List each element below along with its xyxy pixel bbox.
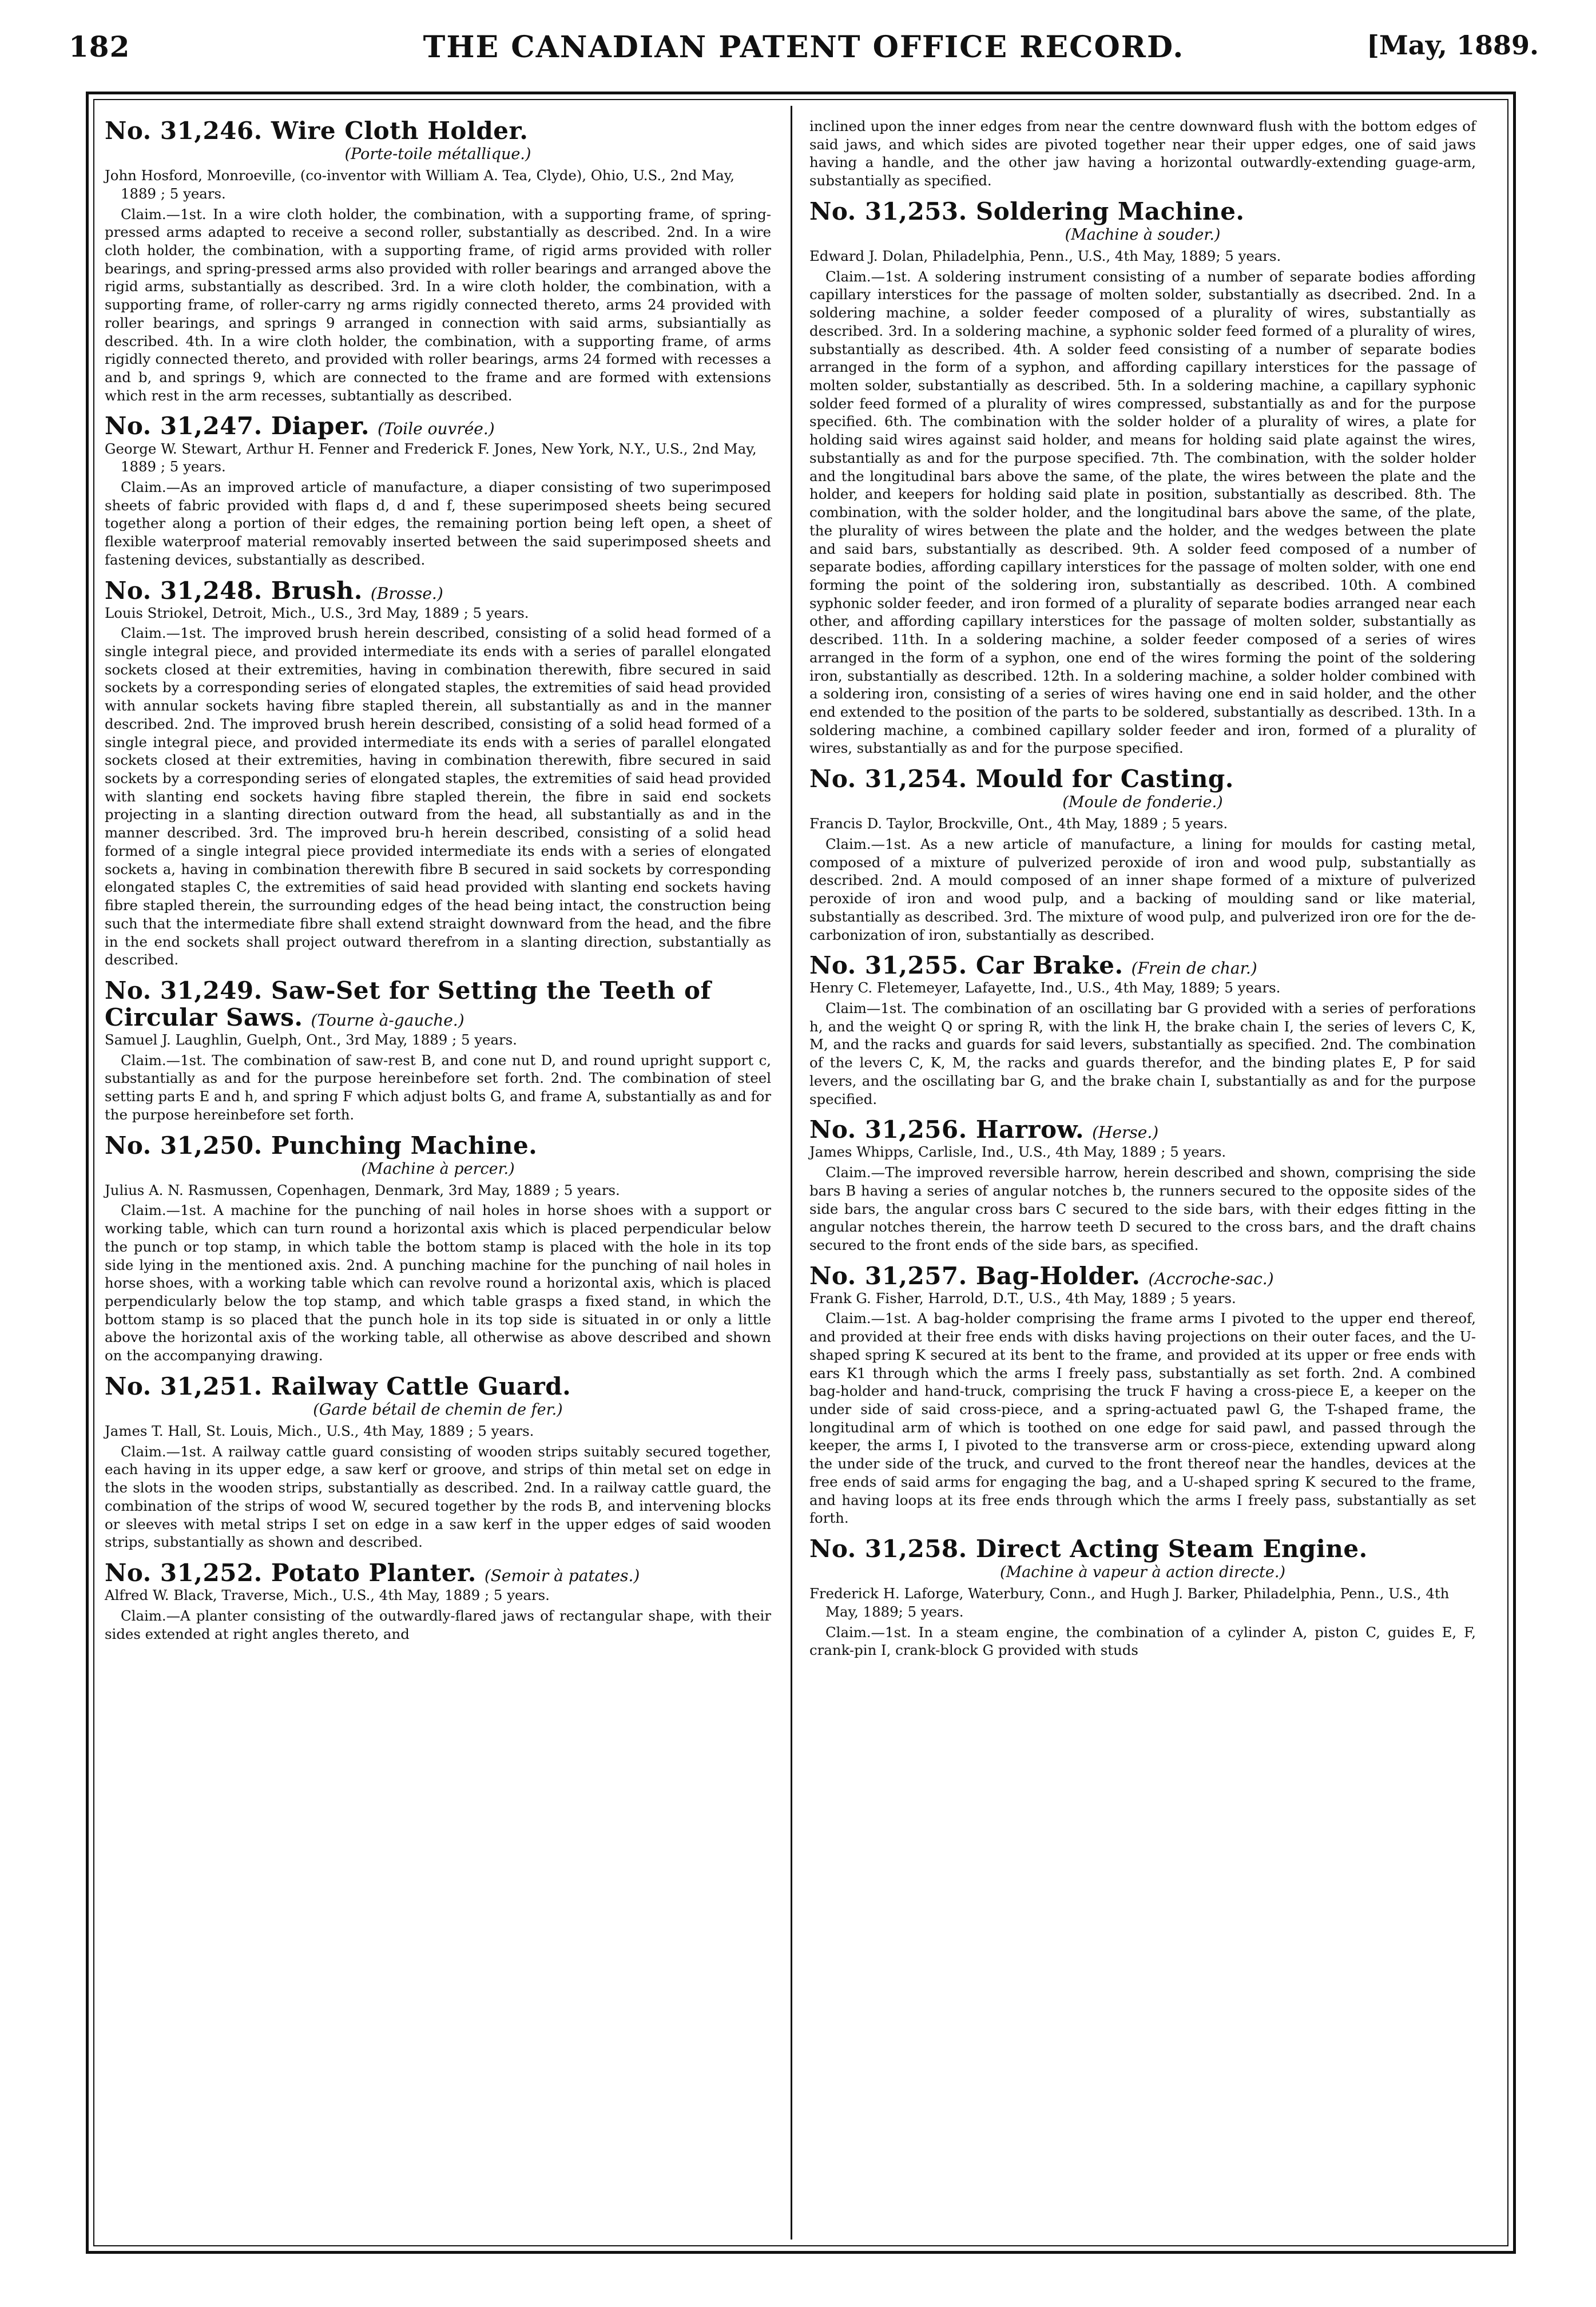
patent-french-title: (Machine à souder.) <box>1065 225 1221 244</box>
patent-entry <box>809 1262 1476 1527</box>
page-frame <box>86 92 1516 2254</box>
patent-inventors: James Whipps, Carlisle, Ind., U.S., 4th May, 1889 ; 5 years. <box>809 1143 1226 1161</box>
issue-date: [May, 1889. <box>1367 30 1539 61</box>
patent-heading: No. 31,250. Punching Machine. <box>105 1131 538 1160</box>
patent-french-title: (Herse.) <box>1092 1123 1159 1142</box>
patent-entry <box>105 577 771 969</box>
patent-claim: Claim.—The improved reversible harrow, herein described and shown, comprising the side bars B having a series of angular notches b, the runners secured to the opposite sides of the side bars, the angular cross bars C secured to the side bars, with their edges fitting in the angular notches therein, the harrow teeth D secured to the cross bars, and the draft chains secured to the front ends of the side bars, as specified. <box>809 1164 1476 1253</box>
patent-french-title: (Semoir à patates.) <box>484 1566 640 1586</box>
patent-entry <box>105 1373 771 1551</box>
patent-french-title: (Tourne à-gauche.) <box>311 1010 464 1030</box>
patent-entry <box>105 412 771 569</box>
patent-heading: No. 31,256. Harrow. <box>809 1115 1085 1144</box>
patent-inventors: Alfred W. Black, Traverse, Mich., U.S., 4th May, 1889 ; 5 years. <box>105 1587 550 1604</box>
patent-heading: No. 31,251. Railway Cattle Guard. <box>105 1372 571 1400</box>
patent-claim: Claim.—1st. The combination of saw-rest B, and cone nut D, and round upright support c, substantially as and for the purpose hereinbefore set forth. 2nd. The combination of steel setting parts E and h, and spring F which adjust bolts G, and frame A, substantially as and for the purpose hereinbefore set forth. <box>105 1051 771 1123</box>
patent-french-title: (Garde bétail de chemin de fer.) <box>313 1400 563 1419</box>
column-divider <box>791 106 792 2240</box>
patent-claim: Claim.—1st. A railway cattle guard consisting of wooden strips suitably secured together, each having in its upper edge, a saw kerf or groove, and strips of thin metal set on edge in the slots in the wooden strips, substantially as described. 2nd. In a railway cattle guard, the combination of the strips of wood W, secured together by the rods B, and intervening blocks or sleeves with metal strips I set on edge in a saw kerf in the upper edges of said wooden strips, substantially as shown and described. <box>105 1443 771 1551</box>
patent-entry <box>105 117 771 404</box>
patent-heading: No. 31,254. Mould for Casting. <box>809 765 1234 793</box>
patent-heading-line <box>809 952 1476 979</box>
patent-heading: No. 31,253. Soldering Machine. <box>809 197 1245 225</box>
patent-french-title: (Toile ouvrée.) <box>377 419 495 439</box>
patent-claim: Claim.—As an improved article of manufacture, a diaper consisting of two superimposed sheets of fabric provided with flaps d, d and f, these superimposed sheets being secured together along a portion of their edges, the remaining portion being left open, a sheet of flexible waterproof material removably inserted between the said superimposed sheets and fastening devices, substantially as described. <box>105 478 771 568</box>
patent-claim: Claim.—1st. A bag-holder comprising the frame arms I pivoted to the upper end thereof, and provided at their free ends with disks having projections on their outer faces, and the U-shaped spring K secured at its bent to the frame, and provided at its upper or free ends with ears K1 through which the arms I freely pass, substantially as set forth. 2nd. A combined bag-holder and hand-truck, comprising the truck F having a cross-piece E, a keeper on the under side of said cross-piece, and a spring-actuated pawl G, the T-shaped frame, the longitudinal arm of which is toothed on one edge for said pawl, and passed through the keeper, the arms I, I pivoted to the transverse arm or cross-piece, extending upward along the under side of the truck, and curved to the front thereof near the handles, devices at the free ends of said arms for engaging the bag, and a U-shaped spring K secured to the frame, and having loops at its free ends through which the arms I freely pass, substantially as set forth. <box>809 1310 1476 1527</box>
patent-entry <box>809 765 1476 944</box>
patent-heading-line <box>105 1559 771 1586</box>
patent-claim: Claim.—A planter consisting of the outwardly-flared jaws of rectangular shape, with their sides extended at right angles thereto, and <box>105 1607 771 1642</box>
patent-heading-line <box>105 977 771 1031</box>
patent-inventors: Samuel J. Laughlin, Guelph, Ont., 3rd May, 1889 ; 5 years. <box>105 1031 517 1048</box>
patent-french-title: (Accroche-sac.) <box>1148 1269 1274 1288</box>
patent-heading: No. 31,249. Saw-Set for Setting the Teeth of Circular Saws. <box>105 976 712 1031</box>
patent-inventors: Francis D. Taylor, Brockville, Ont., 4th May, 1889 ; 5 years. <box>809 815 1228 832</box>
patent-claim: Claim.—1st. A machine for the punching of nail holes in horse shoes with a support or working table, which can turn round a horizontal axis which is placed perpendicular below the punch or top stamp, in which table the bottom stamp is placed with the hole in its top side lying in the mentioned axis. 2nd. A punching machine for the punching of nail holes in horse shoes, with a working table which can revolve round a horizontal axis, which is placed perpendicularly below the top stamp, and which table grasps a fixed stand, in which the bottom stamp is so placed that the punch hole in its top side is situated in or only a little above the horizontal axis of the working table, all otherwise as above described and shown on the accompanying drawing. <box>105 1202 771 1364</box>
patent-heading: No. 31,248. Brush. <box>105 576 363 605</box>
left-column <box>105 117 771 1651</box>
patent-inventors: Julius A. N. Rasmussen, Copenhagen, Denmark, 3rd May, 1889 ; 5 years. <box>105 1181 620 1198</box>
patent-heading-line <box>809 1262 1476 1289</box>
patent-inventors: George W. Stewart, Arthur H. Fenner and Frederick F. Jones, New York, N.Y., U.S., 2nd May, 1889 ; 5 years. <box>105 440 757 475</box>
patent-claim: Claim.—1st. A soldering instrument consisting of a number of separate bodies affording capillary interstices for the passage of molten solder, substantially as dsecribed. 2nd. In a soldering machine, a solder feeder composed of a plurality of wires, substantially as described. 3rd. In a soldering machine, a syphonic solder feed formed of a plurality of wires, substantially as described. 4th. A solder feed consisting of a number of separate bodies arranged in the form of a syphon, and affording capillary interstices for the passage of molten solder, substantially as described. 5th. In a soldering machine, a capillary syphonic solder feed formed of a plurality of wires compressed, substantially as and for the purpose specified. 6th. The combination with the solder holder of a plurality of wires, a plate for holding said wires against said holder, and means for holding said plate against the wires, substantially as and for the purpose specified. 7th. The combination, with the solder holder and the longitudinal bars above the same, of the plate, the wires between the plate and the holder, and keepers for holding said plate in position, substantially as described. 8th. The combination, with the solder holder, and the longitudinal bars above the same, of the plate, the plurality of wires between the plate and the holder, and the wedges between the plate and said bars, substantially as described. 9th. A solder feed composed of a number of separate bodies, affording capillary interstices for the passage of molten solder, with one end forming the point of the soldering iron, substantially as described. 10th. A combined syphonic solder feeder, and iron formed of a plurality of separate bodies arranged near each other, and affording capillary interstices for the passage of molten solder, substantially as described. 11th. In a soldering machine, a solder feeder composed of a series of wires arranged in the form of a syphon, one end of the wires forming the point of the soldering iron, substantially as described. 12th. In a soldering machine, a solder holder combined with a soldering iron, consisting of a series of wires having one end in said holder, and the other end extended to the position of the parts to be soldered, substantially as described. 13th. In a soldering machine, a combined capillary solder feeder and iron, formed of a plurality of wires, substantially as and for the purpose specified. <box>809 268 1476 757</box>
patent-claim: Claim.—1st. The improved brush herein described, consisting of a solid head formed of a single integral piece, and provided intermediate its ends with a series of parallel elongated sockets closed at their extremities, having in combination therewith, fibre secured in said sockets by a corresponding series of elongated staples, the extremities of said head provided with annular sockets having fibre stapled therein, all substantially as and in the manner described. 2nd. The improved brush herein described, consisting of a solid head formed of a single integral piece, and provided intermediate its ends with a series of parallel elongated sockets closed at their extremities, having in combination therewith, fibre secured in said sockets by a corresponding series of elongated staples, the extremities of said head provided with slanting end sockets having fibre stapled therein, the fibre in said end sockets projecting in a slanting direction outward from the head, all substantially as and in the manner described. 3rd. The improved bru-h herein described, consisting of a solid head formed of a single integral piece provided intermediate its ends with a series of elongated sockets a, having in combination therewith fibre B secured in said sockets by corresponding elongated staples C, the extremities of said head provided with slanting end sockets having fibre stapled therein, the surrounding edges of the head being intact, the construction being such that the intermediate fibre shall extend straight downward from the head, and the fibre in the end sockets shall project outward therefrom in a slanting direction, substantially as described. <box>105 625 771 968</box>
patent-heading-line <box>105 577 771 604</box>
patent-inventors: James T. Hall, St. Louis, Mich., U.S., 4th May, 1889 ; 5 years. <box>105 1423 534 1440</box>
patent-inventors: Louis Striokel, Detroit, Mich., U.S., 3rd May, 1889 ; 5 years. <box>105 604 529 621</box>
patent-heading: No. 31,257. Bag-Holder. <box>809 1261 1141 1290</box>
patent-entry <box>809 952 1476 1108</box>
patent-entry <box>809 1535 1476 1659</box>
patent-french-title: (Frein de char.) <box>1131 959 1257 978</box>
patent-french-title: (Moule de fonderie.) <box>1062 793 1223 812</box>
patent-heading: No. 31,252. Potato Planter. <box>105 1559 477 1587</box>
patent-heading: No. 31,258. Direct Acting Steam Engine. <box>809 1535 1368 1563</box>
patent-inventors: Frank G. Fisher, Harrold, D.T., U.S., 4th May, 1889 ; 5 years. <box>809 1289 1236 1307</box>
patent-claim: Claim.—1st. In a wire cloth holder, the combination, with a supporting frame, of spring-pressed arms adapted to receive a second roller, substantially as described. 2nd. In a wire cloth holder, the combination, with a supporting frame, of rigid arms provided with roller bearings, and spring-pressed arms also provided with roller bearings and arranged above the rigid arms, substantially as described. 3rd. In a wire cloth holder, the combination, with a supporting frame, of roller-carry ng arms rigidly connected thereto, arms 24 provided with roller bearings, and springs 9 arranged in connection with said arms, subsiantially as described. 4th. In a wire cloth holder, the combination, with a supporting frame, of arms rigidly connected thereto, and provided with roller bearings, arms 24 formed with recesses a and b, and springs 9, which are connected to the frame and are formed with extensions which rest in the arm recesses, subtantially as described. <box>105 205 771 404</box>
patent-french-title: (Machine à percer.) <box>361 1160 515 1178</box>
patent-inventors: Edward J. Dolan, Philadelphia, Penn., U.S., 4th May, 1889; 5 years. <box>809 248 1281 264</box>
journal-title: THE CANADIAN PATENT OFFICE RECORD. <box>423 30 1185 65</box>
patent-inventors: Frederick H. Laforge, Waterbury, Conn., and Hugh J. Barker, Philadelphia, Penn., U.S., 4th May, 1889; 5 years. <box>809 1585 1450 1620</box>
patent-entry <box>809 198 1476 757</box>
patent-inventors: John Hosford, Monroeville, (co-inventor with William A. Tea, Clyde), Ohio, U.S., 2nd May, 1889 ; 5 years. <box>105 167 735 202</box>
patent-french-title: (Brosse.) <box>370 583 443 603</box>
page-number: 182 <box>69 30 130 63</box>
patent-french-title: (Porte-toile métallique.) <box>344 145 531 164</box>
patent-inventors: Henry C. Fletemeyer, Lafayette, Ind., U.S., 4th May, 1889; 5 years. <box>809 979 1281 996</box>
right-column <box>809 117 1476 1667</box>
patent-heading: No. 31,246. Wire Cloth Holder. <box>105 117 529 145</box>
patent-heading-line <box>105 412 771 439</box>
page-header <box>69 30 1539 70</box>
patent-heading-line <box>809 1116 1476 1143</box>
patent-claim: Claim.—1st. As a new article of manufacture, a lining for moulds for casting metal, composed of a mixture of pulverized peroxide of iron and wood pulp, substantially as described. 2nd. A mould composed of an inner shape formed of a mixture of pulverized peroxide of iron and wood pulp, and a backing of moulding sand or like material, substantially as described. 3rd. The mixture of wood pulp, and pulverized iron ore for the de-carbonization of iron, substantially as described. <box>809 835 1476 943</box>
patent-entry <box>105 977 771 1124</box>
patent-heading: No. 31,255. Car Brake. <box>809 951 1123 980</box>
patent-heading: No. 31,247. Diaper. <box>105 412 370 440</box>
patent-entry <box>809 1116 1476 1254</box>
patent-entry <box>105 1559 771 1643</box>
patent-claim: Claim.—1st. In a steam engine, the combination of a cylinder A, piston C, guides E, F, crank-pin I, crank-block G provided with studs <box>809 1623 1476 1659</box>
patent-entry <box>105 1132 771 1365</box>
patent-french-title: (Machine à vapeur à action directe.) <box>999 1563 1286 1582</box>
continued-claim-text: inclined upon the inner edges from near the centre downward flush with the bottom edges of said jaws, and which sides are pivoted together near their upper edges, one of said jaws having a handle, and the other jaw having a horizontal outwardly-extending guage-arm, substantially as specified. <box>809 118 1476 189</box>
patent-claim: Claim—1st. The combination of an oscillating bar G provided with a series of perforations h, and the weight Q or spring R, with the link H, the brake chain I, the series of levers C, K, M, and the racks and guards for said levers, substantially as specified. 2nd. The combination of the levers C, K, M, the racks and guards therefor, and the binding plates E, P for said levers, and the oscillating bar G, and the brake chain I, substantially as and for the purpose specified. <box>809 1000 1476 1107</box>
